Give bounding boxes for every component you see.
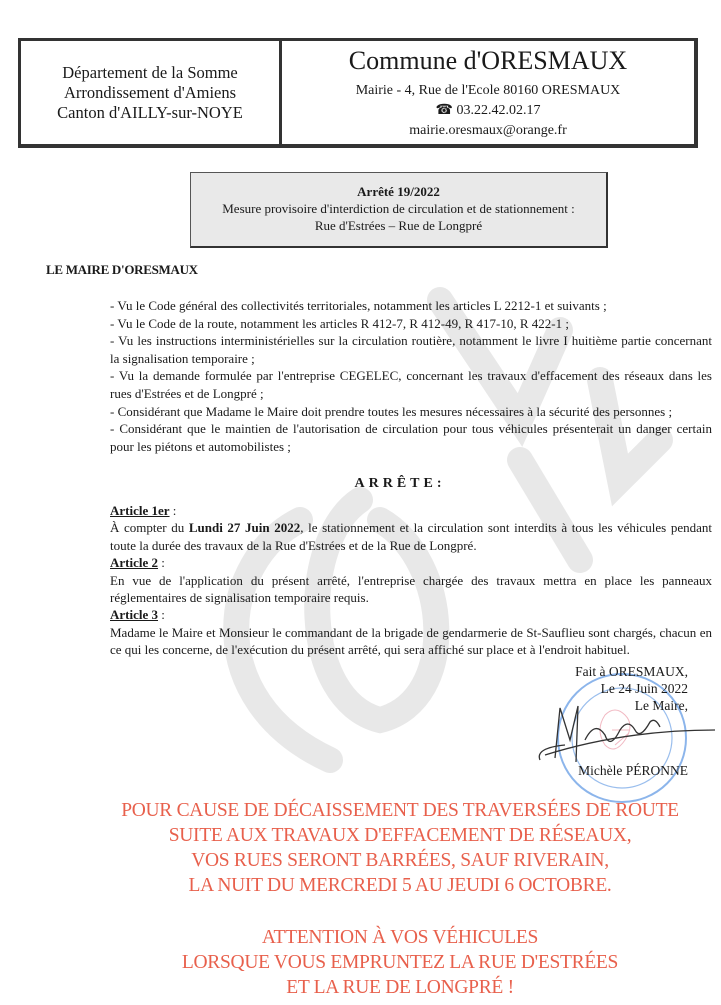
article-text: En vue de l'application du présent arrêté, l'entreprise chargée des travaux mettra en place les panneaux réglementaires de signalisation temporaire requis. bbox=[110, 572, 712, 606]
commune-name: Commune d'ORESMAUX bbox=[348, 46, 628, 75]
decree-subject: Mesure provisoire d'interdiction de circulation et de stationnement : bbox=[222, 201, 575, 216]
article-text: Madame le Maire et Monsieur le commandant de la brigade de gendarmerie de St-Sauflieu sont chargés, chacun en ce qui les concerne, de l'exécution du présent arrêté, qui sera affiché sur place et à l'endroit habituel. bbox=[110, 624, 712, 658]
phone-number: ☎ 03.22.42.02.17 bbox=[435, 103, 541, 118]
decree-streets: Rue d'Estrées – Rue de Longpré bbox=[314, 218, 483, 233]
article-text bbox=[110, 519, 712, 554]
notice-line: LA NUIT DU MERCREDI 5 AU JEUDI 6 OCTOBRE. bbox=[188, 875, 612, 896]
considerations bbox=[110, 297, 712, 455]
effective-date: Lundi 27 Juin 2022 bbox=[188, 520, 301, 536]
email-address: mairie.oresmaux@orange.fr bbox=[409, 123, 567, 138]
article-text-part: , le stationnement et la circulation sont interdits à tous les véhicules pendant toute la durée des travaux de la Rue d'Estrées et de la Rue de Longpré. bbox=[110, 520, 712, 553]
authority-heading: LE MAIRE D'ORESMAUX bbox=[46, 262, 198, 277]
warning-line: ATTENTION À VOS VÉHICULES bbox=[261, 927, 539, 948]
warning-line: ET LA RUE DE LONGPRÉ ! bbox=[286, 977, 514, 998]
signature-role: Le Maire, bbox=[634, 698, 688, 713]
consideration: - Considérant que le maintien de l'autorisation de circulation pour tous véhicules présenterait un danger certain pour les piétons et automobilistes ; bbox=[110, 421, 712, 454]
letterhead bbox=[18, 38, 698, 148]
arrondissement: Arrondissement d'Amiens bbox=[63, 82, 237, 102]
signature-block bbox=[540, 663, 688, 779]
mayor-name: Michèle PÉRONNE bbox=[578, 763, 688, 778]
decree-title-box bbox=[190, 172, 608, 248]
arrete-heading: ARRÊTE: bbox=[354, 476, 446, 491]
notice-line: SUITE AUX TRAVAUX D'EFFACEMENT DE RÉSEAUX, bbox=[168, 825, 632, 846]
article-title: Article 3 bbox=[110, 607, 159, 623]
consideration: - Vu les instructions interministérielles sur la circulation routière, notamment le livre I huitième partie concernant la signalisation temporaire ; bbox=[110, 333, 712, 366]
mairie-address: Mairie - 4, Rue de l'Ecole 80160 ORESMAUX bbox=[355, 83, 621, 98]
article-text-part: À compter du bbox=[110, 520, 189, 536]
department: Département de la Somme bbox=[62, 62, 238, 82]
canton: Canton d'AILLY-sur-NOYE bbox=[57, 102, 243, 122]
article-title: Article 2 bbox=[110, 555, 159, 571]
article-title: Article 1er bbox=[110, 503, 170, 518]
notice-line: POUR CAUSE DE DÉCAISSEMENT DES TRAVERSÉES DE ROUTE bbox=[121, 800, 679, 821]
consideration: - Vu le Code général des collectivités territoriales, notamment les articles L 2212-1 et suivants ; bbox=[110, 298, 607, 313]
signature-place: Fait à ORESMAUX, bbox=[575, 664, 688, 679]
notice-line: VOS RUES SERONT BARRÉES, SAUF RIVERAIN, bbox=[191, 850, 609, 871]
consideration: - Vu la demande formulée par l'entreprise CEGELEC, concernant les travaux d'effacement des réseaux dans les rues d'Estrées et de Longpré ; bbox=[110, 368, 712, 401]
warning-line: LORSQUE VOUS EMPRUNTEZ LA RUE D'ESTRÉES bbox=[181, 952, 619, 973]
consideration: - Vu le Code de la route, notamment les articles R 412-7, R 412-49, R 417-10, R 422-1 ; bbox=[110, 315, 569, 331]
consideration: - Considérant que Madame le Maire doit prendre toutes les mesures nécessaires à la sécurité des personnes ; bbox=[110, 403, 673, 419]
commune-contact bbox=[282, 41, 694, 144]
articles: Article 1er : À compter du Lundi 27 Juin 2022, le stationnement et la circulation sont interdits à tous les véhicules pendant toute la durée des travaux de la Rue d'Estrées et de la Rue de Longpré. Article 2 : En vue de l'application du présent arrêté, l'entreprise chargée des travaux mettra en place les panneaux réglementaires de signalisation temporaire requis. Article 3 : Madame le Maire et Monsieur le commandant de la brigade de gendarmerie de St-Sauflieu sont chargés, chacun en ce qui les concerne, de l'exécution du présent arrêté, qui sera affiché sur place et à l'endroit habituel. bbox=[110, 503, 712, 658]
roadworks-notice bbox=[100, 798, 700, 1000]
signature-date: Le 24 Juin 2022 bbox=[600, 681, 688, 696]
decree-number: Arrêté 19/2022 bbox=[357, 184, 440, 199]
administrative-district bbox=[21, 41, 282, 144]
